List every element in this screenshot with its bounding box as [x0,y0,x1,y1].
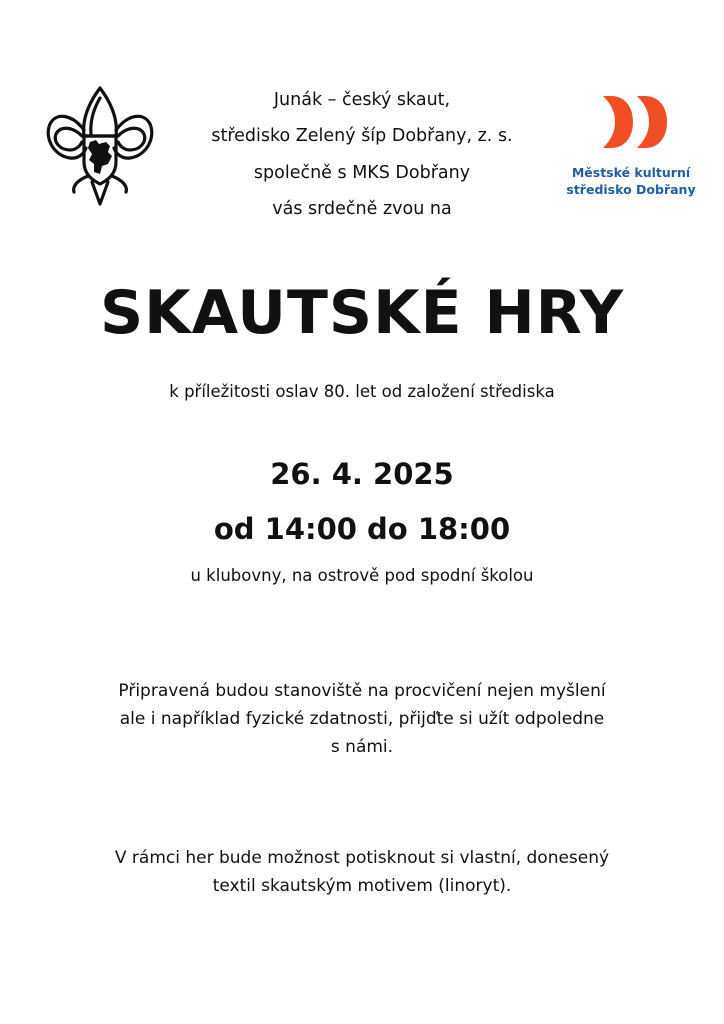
intro-line-1: Junák – český skaut, [273,90,451,110]
description-paragraph [0,677,724,761]
mks-logo-line-2: středisko Dobřany [566,182,696,197]
event-date: 26. 4. 2025 [270,457,454,491]
note-line-1: V rámci her bude možnost potisknout si vlastní, donesený [114,848,610,868]
note-line-2: textil skautským motivem (linoryt). [212,876,512,896]
description-line-1: Připravená budou stanoviště na procvičení nejen myšlení [118,681,606,701]
description-line-2: ale i například fyzické zdatnosti, přijďte si užít odpoledne [119,709,605,729]
mks-logo-line-1: Městské kulturní [571,165,691,180]
event-title: SKAUTSKÉ HRY [99,278,625,348]
occasion-text: k příležitosti oslav 80. let od založení střediska [169,382,555,401]
event-location: u klubovny, na ostrově pod spodní školou [190,566,534,585]
intro-line-4: vás srdečně zvou na [272,199,452,219]
mks-partner-logo [566,94,696,206]
mks-dd-logo-icon [591,94,671,150]
intro-line-3: společně s MKS Dobřany [253,163,471,183]
description-line-3: s námi. [330,737,394,757]
intro-line-2: středisko Zelený šíp Dobřany, z. s. [211,126,513,146]
note-paragraph [0,844,724,900]
event-time: od 14:00 do 18:00 [213,512,511,546]
